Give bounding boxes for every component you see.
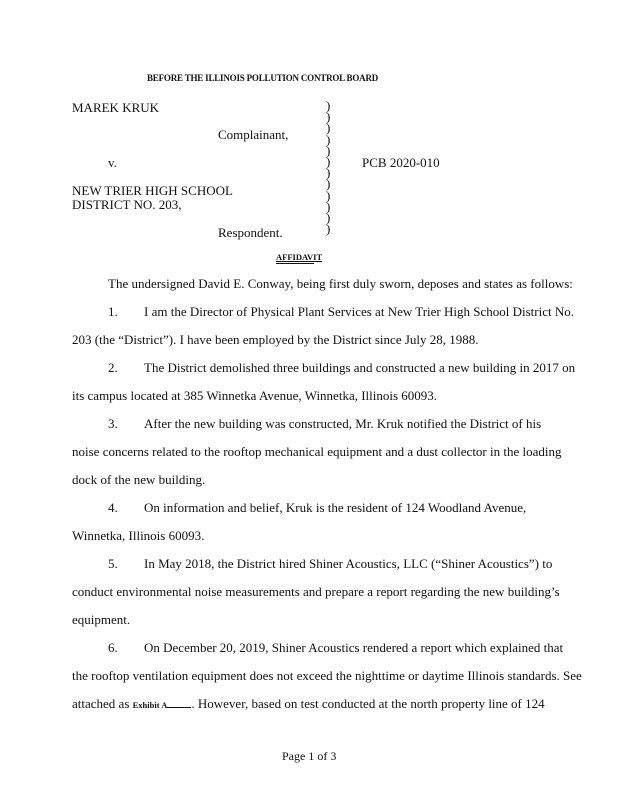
paragraph-number: 2. [108,360,118,375]
paragraph-number: 6. [108,640,118,655]
paragraph-number: 1. [108,304,118,319]
complainant-name: MAREK KRUK [72,100,160,115]
paragraph-number: 3. [108,416,118,431]
paragraph-6-text-after: . However, based on test conducted at the north property line of 124 [191,696,545,711]
paragraph-5-line-2: conduct environmental noise measurements and prepare a report regarding the new building’s [72,584,560,599]
paragraph-2-line-1: The District demolished three buildings and constructed a new building in 2017 on [144,360,576,375]
court-heading: BEFORE THE ILLINOIS POLLUTION CONTROL BOARD [147,73,379,83]
paragraph-6-line-3 [72,696,545,712]
paragraph-5-line-3: equipment. [72,612,131,627]
paragraph-3-line-3: dock of the new building. [72,472,206,487]
page-number: Page 1 of 3 [282,749,337,763]
paragraph-4-line-1: On information and belief, Kruk is the resident of 124 Woodland Avenue, [144,500,527,515]
paragraph-number: 4. [108,500,118,515]
complainant-label: Complainant, [218,127,289,142]
paragraph-1-line-2: 203 (the “District”). I have been employed by the District since July 28, 1988. [72,332,479,347]
respondent-name-line1: NEW TRIER HIGH SCHOOL [72,183,233,198]
affidavit-title: AFFIDAVIT [276,252,323,262]
paragraph-3-line-2: noise concerns related to the rooftop mechanical equipment and a dust collector in the loading [72,444,562,459]
respondent-name-line2: DISTRICT NO. 203, [72,197,182,212]
intro-line: The undersigned David E. Conway, being first duly sworn, deposes and states as follows: [108,276,573,291]
respondent-label: Respondent. [218,225,283,240]
paragraph-6-line-1: On December 20, 2019, Shiner Acoustics rendered a report which explained that [144,640,564,655]
paragraph-5-line-1: In May 2018, the District hired Shiner Acoustics, LLC (“Shiner Acoustics”) to [144,556,553,571]
paragraph-6-line-2: the rooftop ventilation equipment does not exceed the nighttime or daytime Illinois standards. See [72,668,582,683]
exhibit-reference: Exhibit A [132,700,168,710]
paragraph-6-text-before: attached as [72,696,133,711]
title-underline [276,263,314,264]
paragraph-number: 5. [108,556,118,571]
paragraph-1-line-1: I am the Director of Physical Plant Services at New Trier High School District No. [144,304,575,319]
exhibit-underline [167,707,191,708]
paragraph-2-line-2: its campus located at 385 Winnetka Avenue, Winnetka, Illinois 60093. [72,388,438,403]
versus-label: v. [108,155,117,170]
paragraph-3-line-1: After the new building was constructed, Mr. Kruk notified the District of his [144,416,542,431]
caption-parentheses: ) ) ) ) ) ) ) ) ) ) ) ) [326,98,331,237]
paragraph-4-line-2: Winnetka, Illinois 60093. [72,528,205,543]
case-number: PCB 2020-010 [362,155,440,170]
